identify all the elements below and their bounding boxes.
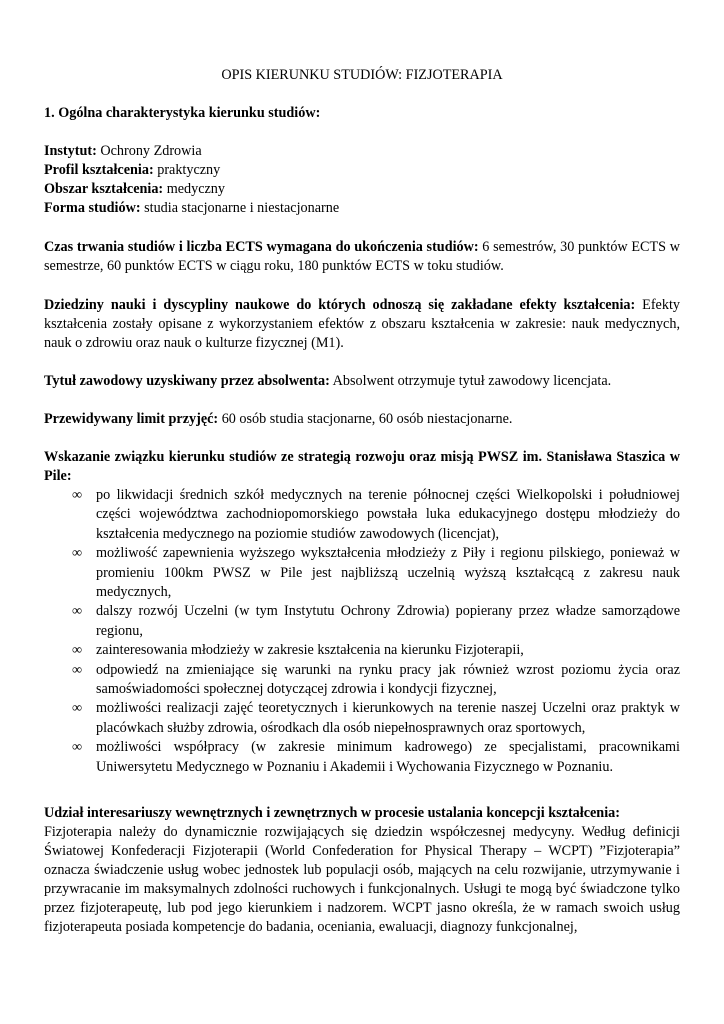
list-item-text: zainteresowania młodzieży w zakresie kształcenia na kierunku Fizjoterapii,	[96, 642, 524, 659]
limit-label: Przewidywany limit przyjęć:	[44, 411, 219, 427]
limit-value: 60 osób studia stacjonarne, 60 osób niestacjonarne.	[218, 411, 513, 427]
institute-value: Ochrony Zdrowia	[96, 143, 202, 159]
section-1-heading: 1. Ogólna charakterystyka kierunku studiów:	[44, 105, 321, 121]
area-label: Obszar kształcenia:	[44, 181, 164, 197]
limit-paragraph	[44, 410, 680, 429]
list-item	[44, 486, 680, 544]
list-item-text: możliwości realizacji zajęć teoretycznych i kierunkowych na terenie naszej Uczelni oraz praktyk w placówkach służby zdrowia, ośrodkach dla osób niepełnosprawnych oraz sportowych,	[96, 700, 680, 736]
stakeholders-text: Fizjoterapia należy do dynamicznie rozwijających się dziedzin współczesnej medycyny. Według definicji Światowej Konfederacji Fizjoterapii (World Confederation for Physical Therapy – WCPT) ”Fizjoterapia” oznacza świadczenie usług wobec jednostek lub populacji osób, mających na celu rozwijanie, utrzymywanie i przywracanie im maksymalnych zdolności ruchowych i funkcjonalnych. Usługi te mogą być świadczone tylko przez fizjoterapeutę, lub pod jego kierunkiem i nadzorem. WCPT jasno określa, że w ramach swoich usług fizjoterapeuta posiada kompetencje do badania, oceniania, ewaluacji, diagnozy funkcjonalnej,	[44, 824, 680, 935]
bullet-icon: ∞	[72, 661, 83, 678]
list-item	[44, 699, 680, 738]
list-item	[44, 641, 680, 660]
form-value: studia stacjonarne i niestacjonarne	[140, 200, 340, 216]
list-item-text: dalszy rozwój Uczelni (w tym Instytutu Ochrony Zdrowia) popierany przez władze samorządowe regionu,	[96, 603, 680, 639]
list-item	[44, 602, 680, 641]
list-item	[44, 661, 680, 700]
profile-line	[44, 161, 680, 180]
list-item-text: odpowiedź na zmieniające się warunki na rynku pracy jak również wzrost poziomu życia oraz samoświadomości społecznej dotyczącej zdrowia i kondycji fizycznej,	[96, 661, 680, 698]
degree-paragraph	[44, 372, 680, 391]
document-title: OPIS KIERUNKU STUDIÓW: FIZJOTERAPIA	[221, 67, 503, 83]
disciplines-value: Efekty kształcenia zostały opisane z wykorzystaniem efektów z obszaru kształcenia w zakresie: nauk medycznych, nauk o zdrowiu oraz nauk o kulturze fizycznej (M1).	[44, 297, 680, 351]
form-line	[44, 199, 680, 218]
bullet-icon: ∞	[72, 642, 83, 659]
duration-paragraph	[44, 238, 680, 276]
list-item-text: możliwości współpracy (w zakresie minimum kadrowego) ze specjalistami, pracownikami Uniwersytetu Medycznego w Poznaniu i Akademii i Wychowania Fizycznego w Poznaniu.	[96, 739, 680, 775]
institute-label: Instytut:	[44, 143, 97, 159]
area-value: medyczny	[163, 181, 225, 197]
list-item-text: możliwość zapewnienia wyższego wykształcenia młodzieży z Piły i regionu pilskiego, ponieważ w promieniu 100km PWSZ w Pile jest najbliższą uczelnią wyższą kształcącą z zakresu nauk medycznych,	[96, 545, 680, 601]
stakeholders-label: Udział interesariuszy wewnętrznych i zewnętrznych w procesie ustalania koncepcji kształcenia:	[44, 805, 620, 821]
strategy-list	[44, 486, 680, 777]
bullet-icon: ∞	[72, 487, 83, 503]
form-label: Forma studiów:	[44, 200, 141, 216]
section-heading	[44, 104, 680, 123]
profile-label: Profil kształcenia:	[44, 162, 154, 178]
institute-line	[44, 142, 680, 161]
disciplines-label: Dziedziny nauki i dyscypliny naukowe do których odnoszą się zakładane efekty kształcenia:	[44, 297, 636, 313]
list-item	[44, 738, 680, 777]
strategy-section	[44, 448, 680, 777]
bullet-icon: ∞	[72, 700, 83, 717]
list-item-text: po likwidacji średnich szkół medycznych na terenie północnej części Wielkopolski i południowej części województwa zachodniopomorskiego powstała luka edukacyjnego dostępu młodzieży do kształcenia medycznego na poziomie studiów zawodowych (licencjat),	[96, 487, 680, 542]
stakeholders-section	[44, 804, 680, 937]
degree-value: Absolwent otrzymuje tytuł zawodowy licencjata.	[329, 373, 612, 389]
study-info	[44, 142, 680, 218]
profile-value: praktyczny	[153, 162, 221, 178]
degree-label: Tytuł zawodowy uzyskiwany przez absolwenta:	[44, 373, 330, 389]
disciplines-paragraph	[44, 296, 680, 353]
duration-label: Czas trwania studiów i liczba ECTS wymagana do ukończenia studiów:	[44, 239, 479, 255]
list-item	[44, 544, 680, 602]
bullet-icon: ∞	[72, 603, 83, 620]
bullet-icon: ∞	[72, 739, 83, 756]
duration-value: 6 semestrów, 30 punktów ECTS w semestrze, 60 punktów ECTS w ciągu roku, 180 punktów ECTS w toku studiów.	[44, 239, 680, 274]
area-line	[44, 180, 680, 199]
strategy-label: Wskazanie związku kierunku studiów ze strategią rozwoju oraz misją PWSZ im. Stanisława Staszica w Pile:	[44, 449, 680, 484]
bullet-icon: ∞	[72, 545, 83, 562]
